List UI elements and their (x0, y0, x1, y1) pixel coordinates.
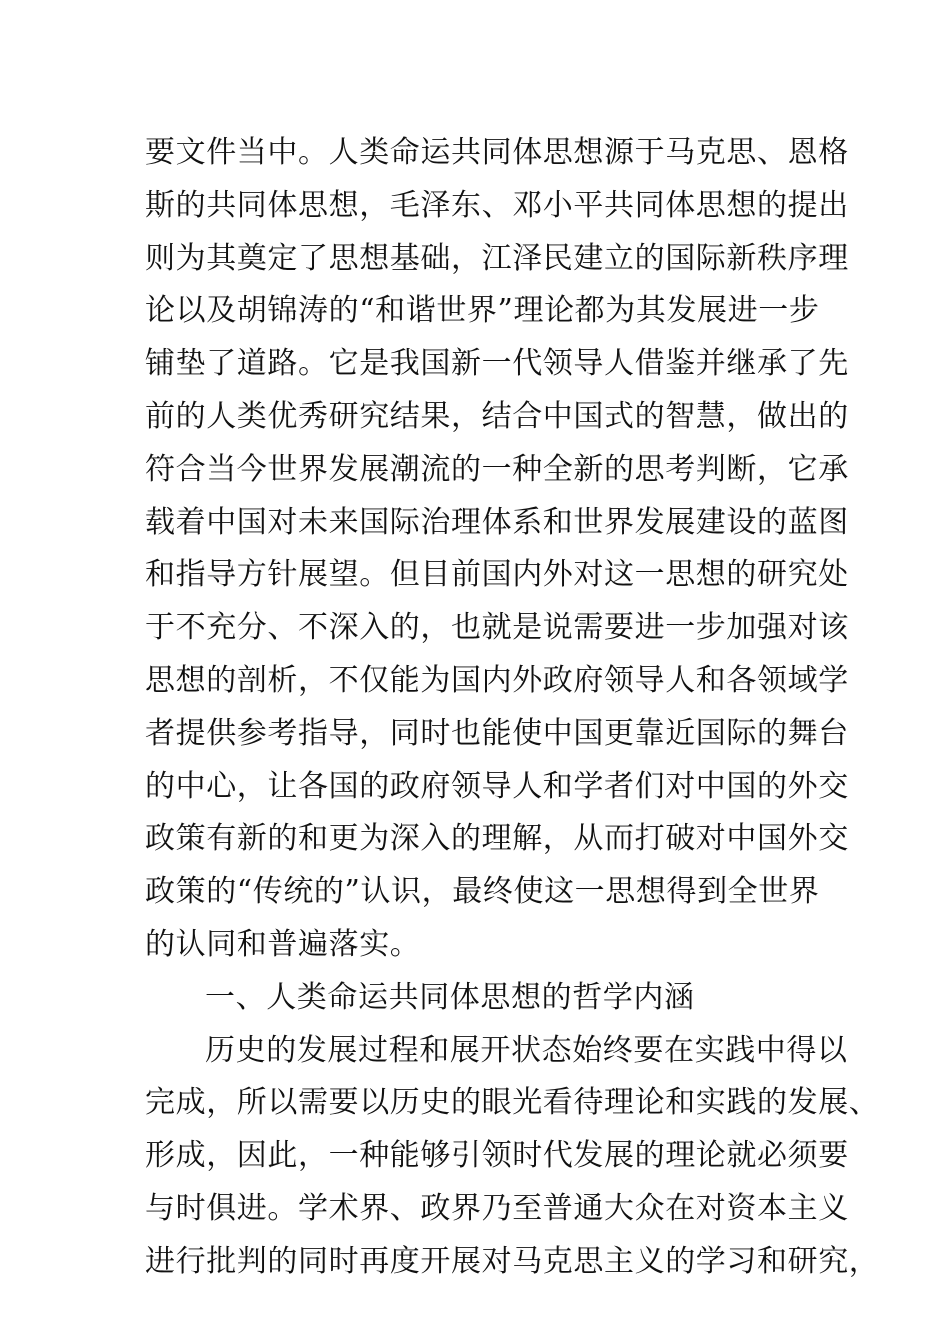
text-line: 政策有新的和更为深入的理解，从而打破对中国外交 (145, 821, 849, 857)
text-line: 完成，所以需要以历史的眼光看待理论和实践的发展、 (145, 1085, 880, 1121)
body-text (145, 127, 880, 1289)
text-line: 和指导方针展望。但目前国内外对这一思想的研究处 (145, 557, 849, 593)
text-line: 铺垫了道路。它是我国新一代领导人借鉴并继承了先 (145, 346, 849, 382)
text-line: 形成，因此，一种能够引领时代发展的理论就必须要 (145, 1138, 849, 1174)
text-line: 政策的“传统的”认识，最终使这一思想得到全世界 (145, 874, 820, 910)
text-line: 思想的剖析，不仅能为国内外政府领导人和各领域学 (145, 662, 849, 698)
text-line: 要文件当中。人类命运共同体思想源于马克思、恩格 (145, 135, 849, 170)
text-line: 者提供参考指导，同时也能使中国更靠近国际的舞台 (145, 715, 849, 751)
text-line: 与时俱进。学术界、政界乃至普通大众在对资本主义 (145, 1190, 849, 1226)
text-line: 的中心，让各国的政府领导人和学者们对中国的外交 (145, 768, 849, 804)
text-line: 历史的发展过程和展开状态始终要在实践中得以 (205, 1032, 848, 1068)
text-line: 进行批判的同时再度开展对马克思主义的学习和研究， (145, 1243, 880, 1279)
section-heading: 一、人类命运共同体思想的哲学内涵 (205, 979, 695, 1015)
text-line: 则为其奠定了思想基础，江泽民建立的国际新秩序理 (145, 240, 849, 276)
text-line: 斯的共同体思想，毛泽东、邓小平共同体思想的提出 (145, 187, 849, 223)
text-line: 前的人类优秀研究结果，结合中国式的智慧，做出的 (145, 398, 849, 434)
text-line: 符合当今世界发展潮流的一种全新的思考判断，它承 (145, 451, 849, 487)
text-line: 论以及胡锦涛的“和谐世界”理论都为其发展进一步 (145, 293, 820, 329)
text-line: 的认同和普遍落实。 (145, 926, 421, 962)
text-line: 载着中国对未来国际治理体系和世界发展建设的蓝图 (145, 504, 849, 540)
text-line: 于不充分、不深入的，也就是说需要进一步加强对该 (145, 610, 849, 646)
